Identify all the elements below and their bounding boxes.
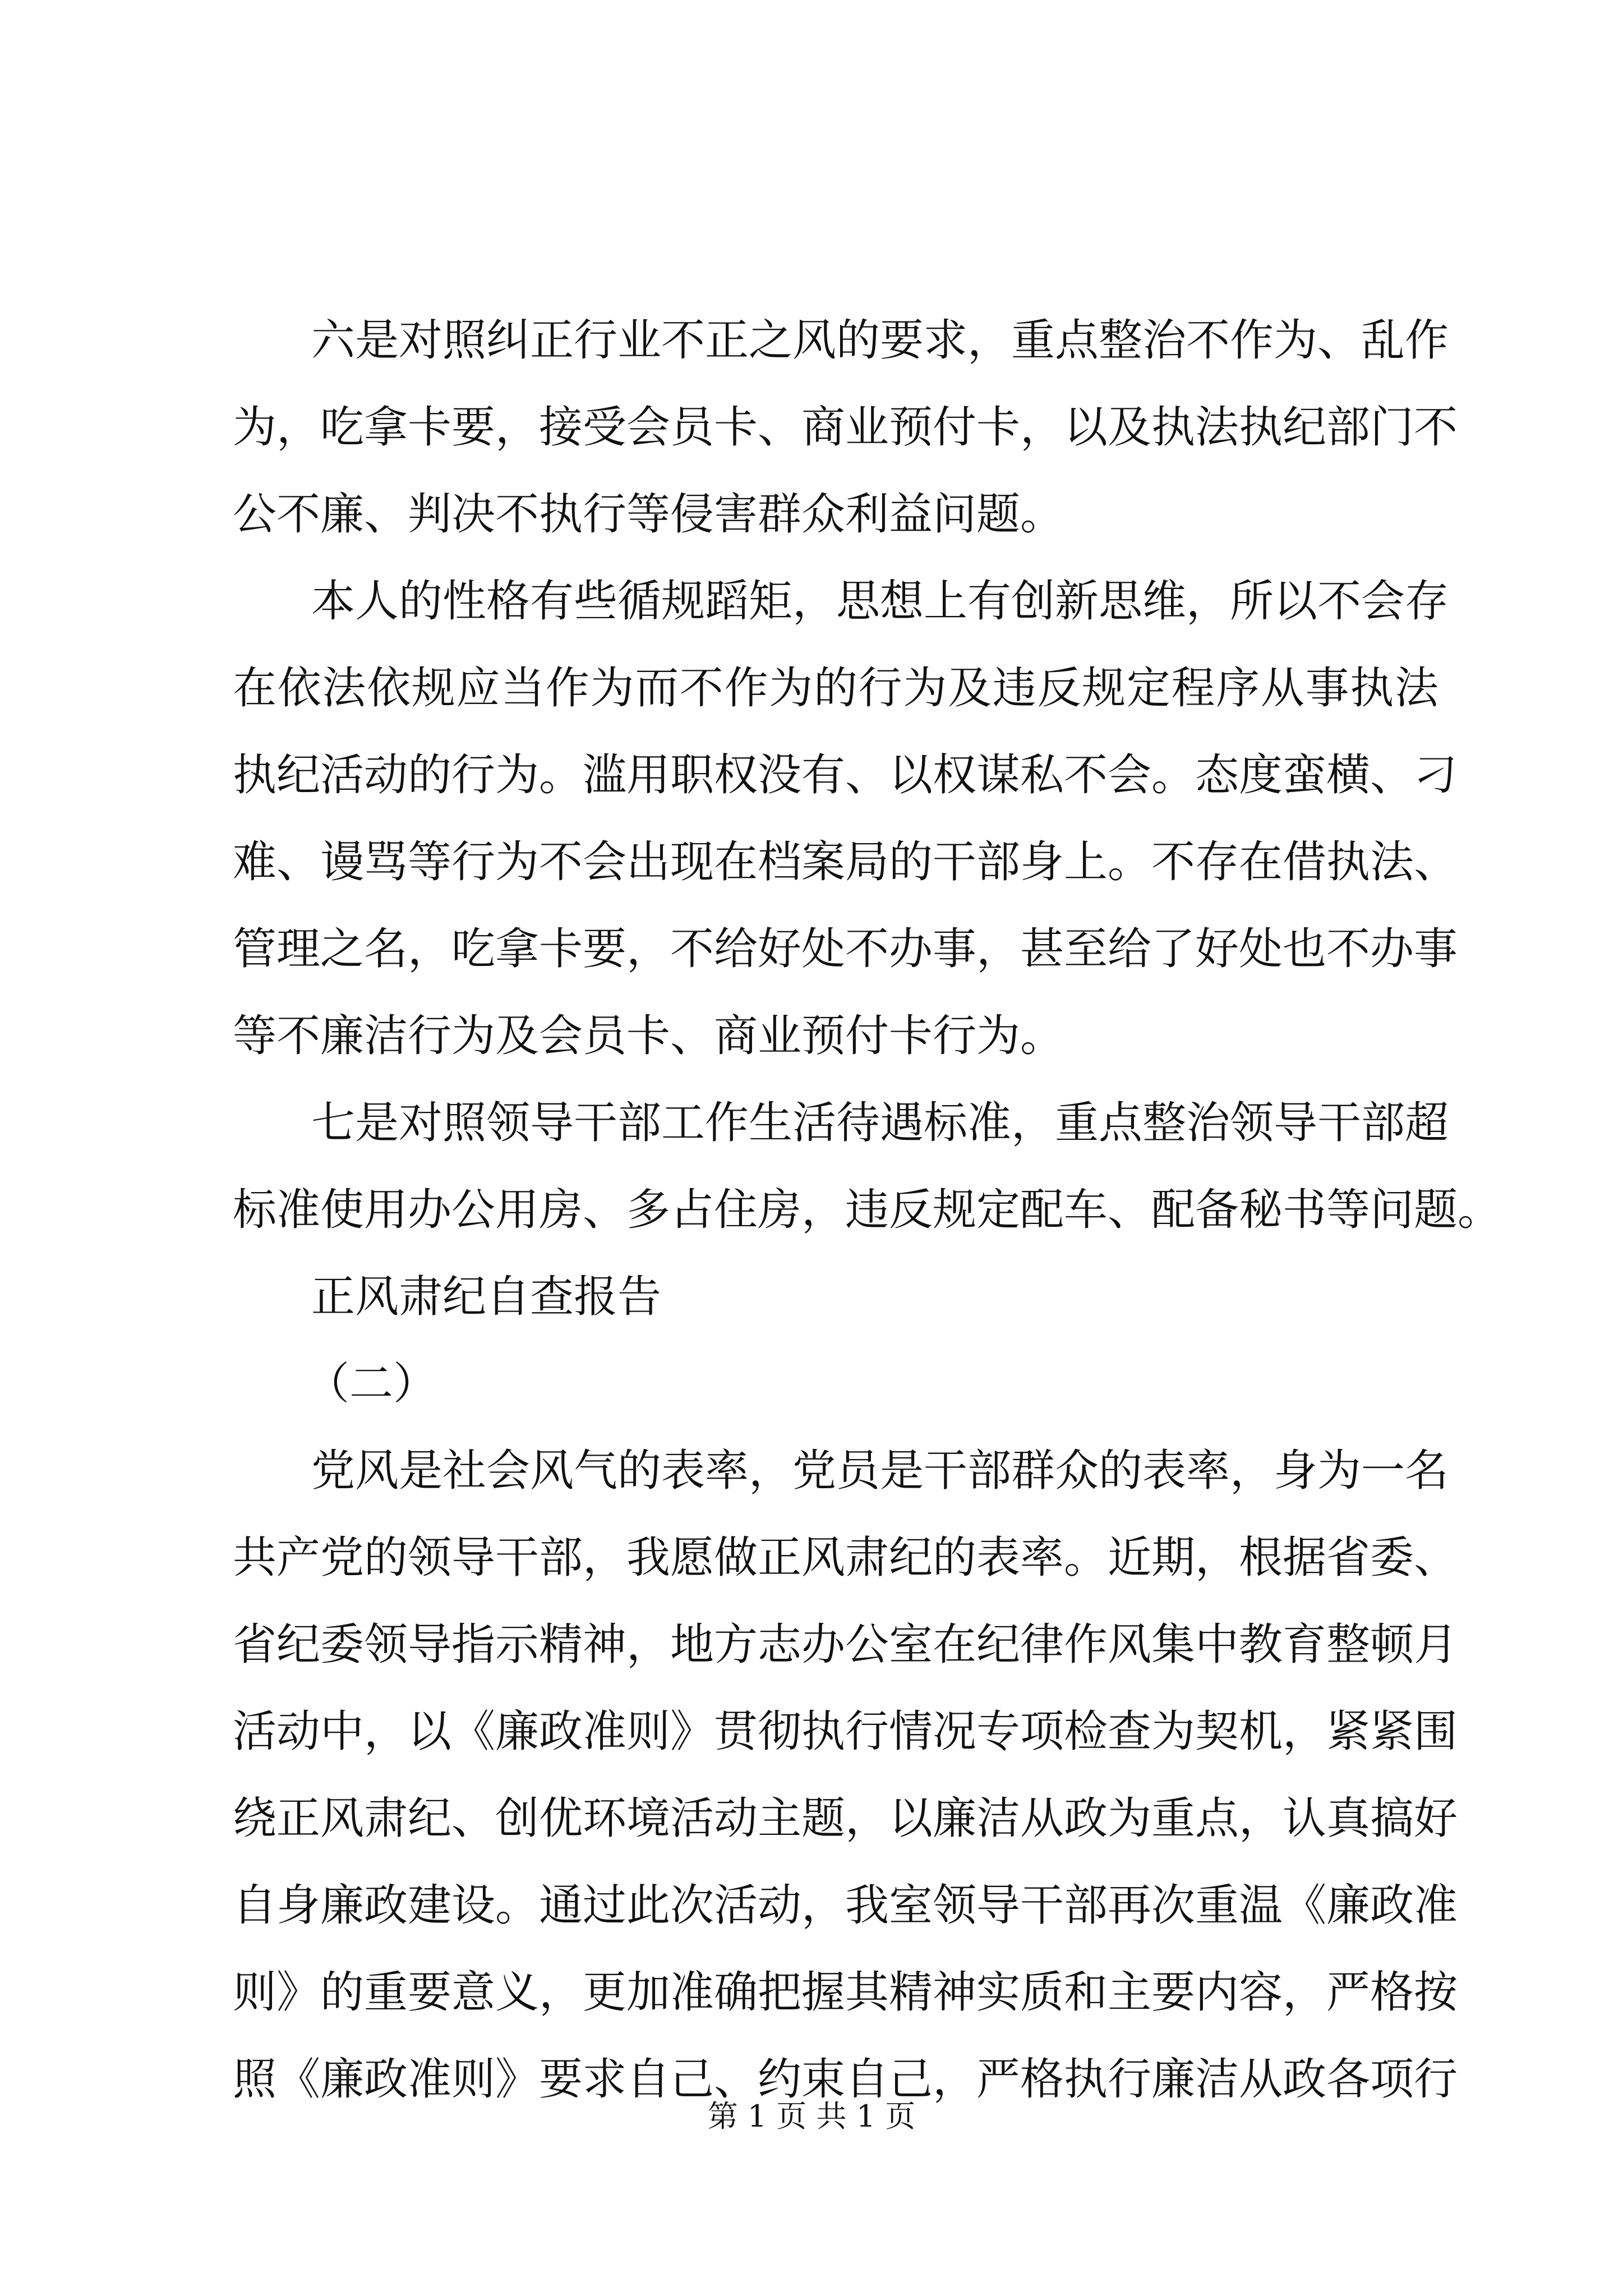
paragraph-line: 管理之名，吃拿卡要，不给好处不办事，甚至给了好处也不办事 <box>233 924 1458 974</box>
paragraph-line: 自身廉政建设。通过此次活动，我室领导干部再次重温《廉政准 <box>233 1880 1458 1931</box>
paragraph-line: 本人的性格有些循规蹈矩，思想上有创新思维，所以不会存 <box>311 576 1449 627</box>
paragraph-line: 六是对照纠正行业不正之风的要求，重点整治不作为、乱作 <box>311 315 1449 366</box>
paragraph-line: 省纪委领导指示精神，地方志办公室在纪律作风集中教育整顿月 <box>233 1619 1458 1670</box>
section-subtitle: （二） <box>306 1359 437 1409</box>
paragraph-line: 在依法依规应当作为而不作为的行为及违反规定程序从事执法 <box>233 663 1438 714</box>
section-title: 正风肃纪自查报告 <box>311 1272 662 1322</box>
paragraph-line: 党风是社会风气的表率，党员是干部群众的表率，身为一名 <box>311 1446 1449 1496</box>
document-body <box>233 297 1502 2123</box>
paragraph-line: 照《廉政准则》要求自己、约束自己，严格执行廉洁从政各项行 <box>233 2054 1458 2105</box>
paragraph-line: 标准使用办公用房、多占住房，违反规定配车、配备秘书等问题。 <box>233 1185 1502 1235</box>
paragraph-line: 公不廉、判决不执行等侵害群众利益问题。 <box>233 489 1064 540</box>
paragraph-line: 为，吃拿卡要，接受会员卡、商业预付卡，以及执法执纪部门不 <box>233 402 1458 453</box>
paragraph-line: 绕正风肃纪、创优环境活动主题，以廉洁从政为重点，认真搞好 <box>233 1793 1458 1844</box>
paragraph-line: 活动中，以《廉政准则》贯彻执行情况专项检查为契机，紧紧围 <box>233 1706 1458 1757</box>
paragraph-line: 执纪活动的行为。滥用职权没有、以权谋私不会。态度蛮横、刁 <box>233 750 1458 800</box>
paragraph-line: 难、谩骂等行为不会出现在档案局的干部身上。不存在借执法、 <box>233 837 1458 887</box>
paragraph-line: 则》的重要意义，更加准确把握其精神实质和主要内容，严格按 <box>233 1967 1458 2018</box>
paragraph-line: 等不廉洁行为及会员卡、商业预付卡行为。 <box>233 1011 1064 1061</box>
paragraph-line: 七是对照领导干部工作生活待遇标准，重点整治领导干部超 <box>311 1098 1449 1148</box>
paragraph-line: 共产党的领导干部，我愿做正风肃纪的表率。近期，根据省委、 <box>233 1533 1458 1583</box>
page-number-footer: 第 1 页 共 1 页 <box>707 2099 916 2134</box>
